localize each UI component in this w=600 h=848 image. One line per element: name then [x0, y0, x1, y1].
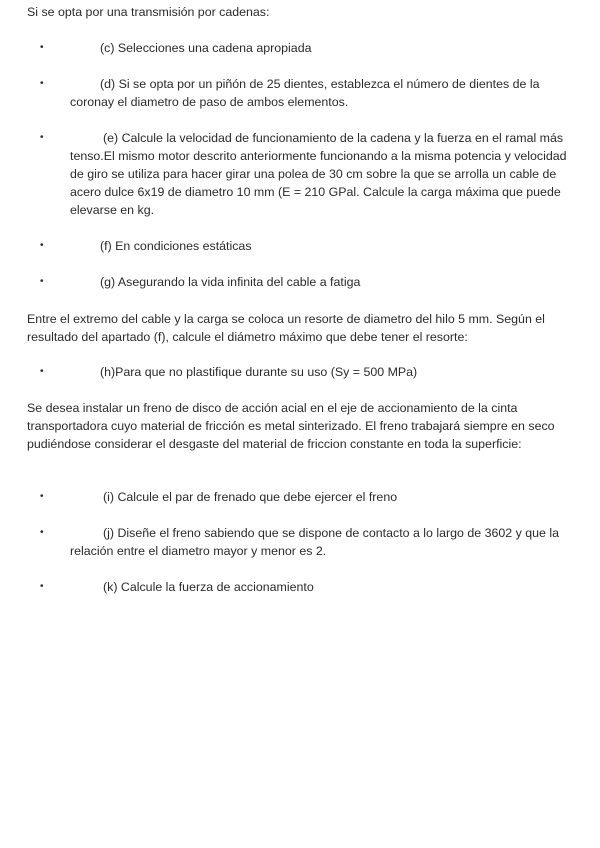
list-item-text: (d) Si se opta por un piñón de 25 dientes, establezca el número de dientes de la coronay el diametro de paso de ambos elementos.	[70, 77, 540, 109]
list-item-text: (h)Para que no plastifique durante su uso (Sy = 500 MPa)	[100, 365, 418, 379]
list-item-text: (e) Calcule la velocidad de funcionamiento de la cadena y la fuerza en el ramal más tenso.El mismo motor descrito anteriormente funcionando a la misma potencia y velocidad de giro se utiliza para hacer girar una polea de 30 cm sobre la que se arrolla un cable de acero dulce 6x19 de diametro 10 mm (E = 210 GPal. Calcule la carga máxima que puede elevarse en kg.	[70, 131, 567, 217]
bullet-icon: •	[40, 527, 44, 538]
list-item-text: (c) Selecciones una cadena apropiada	[100, 41, 312, 55]
list-item-text: (k) Calcule la fuerza de accionamiento	[103, 580, 314, 594]
list-item-text: (g) Asegurando la vida infinita del cable a fatiga	[100, 275, 361, 289]
bullet-icon: •	[40, 276, 44, 287]
list-item-text: (f) En condiciones estáticas	[100, 239, 252, 253]
bullet-icon: •	[40, 581, 44, 592]
list-item-text: (i) Calcule el par de frenado que debe ejercer el freno	[103, 490, 398, 504]
bullet-icon: •	[40, 366, 44, 377]
bullet-icon: •	[40, 78, 44, 89]
bullet-icon: •	[40, 240, 44, 251]
list-item-text: (j) Diseñe el freno sabiendo que se dispone de contacto a lo largo de 3602 y que la relación entre el diametro mayor y menor es 2.	[70, 526, 560, 558]
bullet-icon: •	[40, 132, 44, 143]
bullet-icon: •	[40, 42, 44, 53]
paragraph-resorte: Entre el extremo del cable y la carga se coloca un resorte de diametro del hilo 5 mm. Según el resultado del apartado (f), calcule el diámetro máximo que debe tener el resorte:	[27, 312, 545, 344]
bullet-icon: •	[40, 491, 44, 502]
intro-paragraph: Si se opta por una transmisión por cadenas:	[27, 5, 270, 19]
paragraph-freno: Se desea instalar un freno de disco de acción acial en el eje de accionamiento de la cinta transportadora cuyo material de fricción es metal sinterizado. El freno trabajará siempre en seco pudiéndose considerar el desgaste del material de friccion constante en toda la superficie:	[27, 401, 555, 451]
